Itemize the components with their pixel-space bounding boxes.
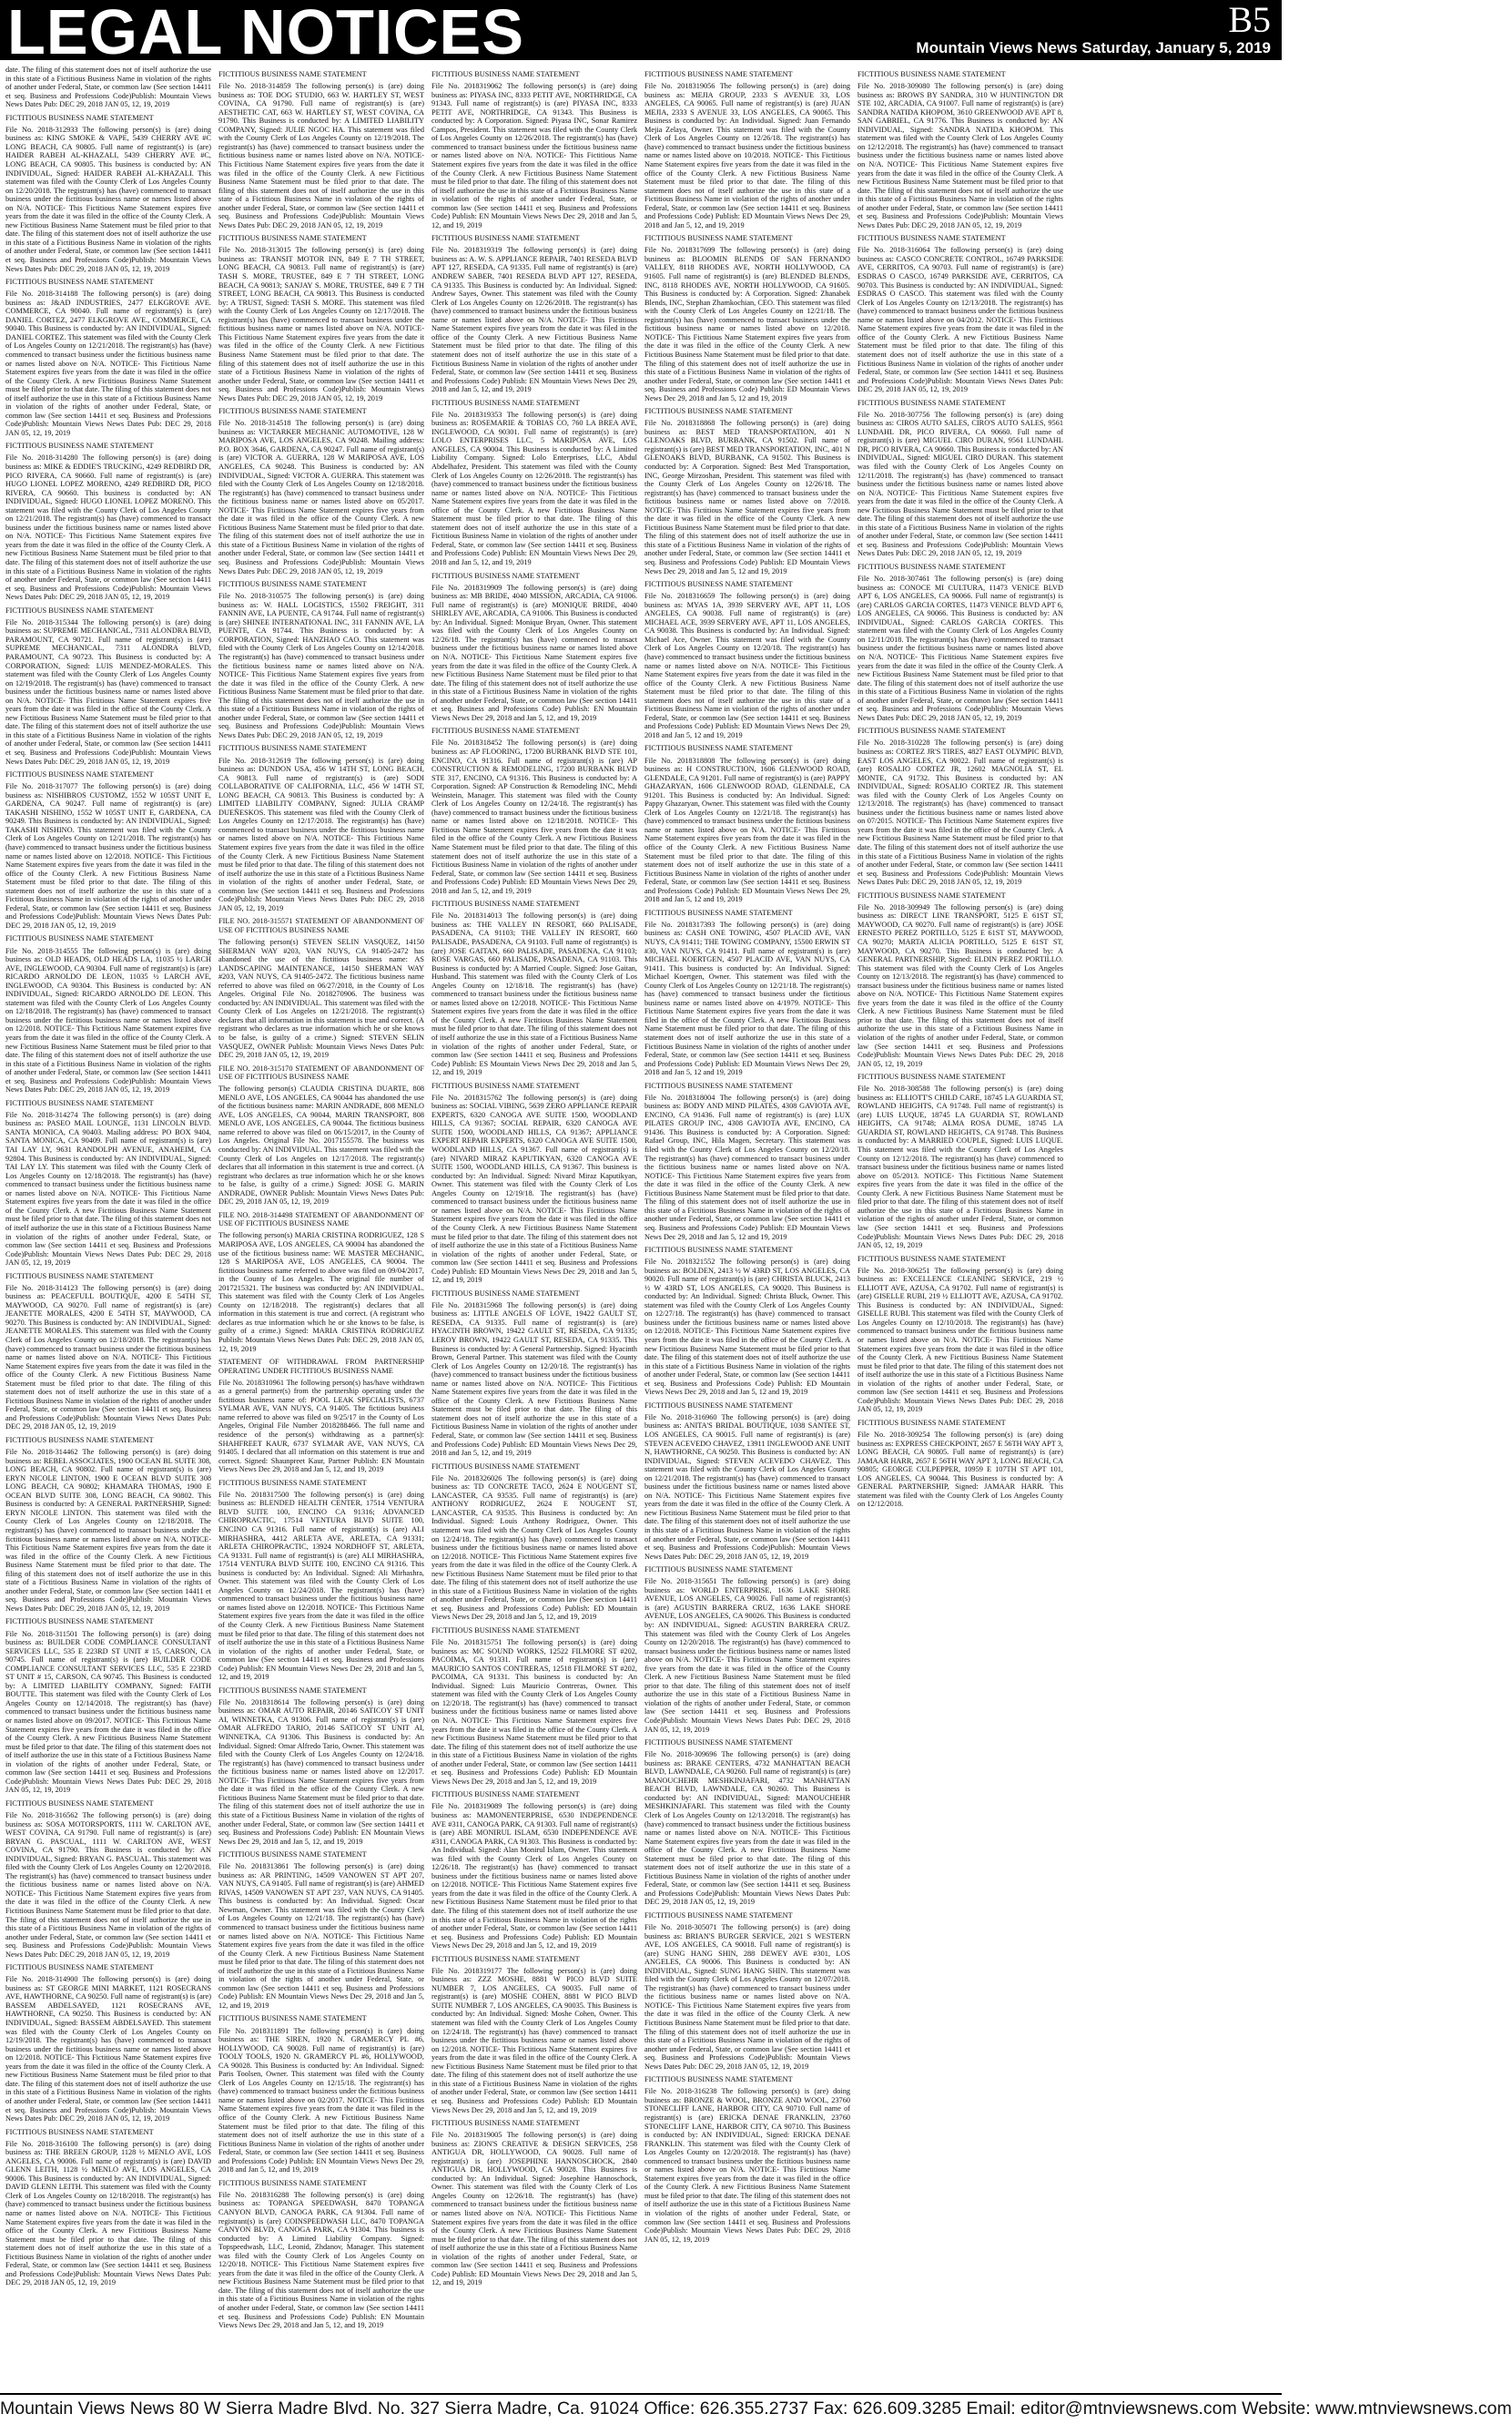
notice-heading: FICTITIOUS BUSINESS NAME STATEMENT: [857, 1254, 1006, 1263]
column-3: [431, 66, 637, 2380]
notice-heading: FICTITIOUS BUSINESS NAME STATEMENT: [5, 1098, 154, 1107]
notice-heading: FICTITIOUS BUSINESS NAME STATEMENT: [5, 1436, 154, 1445]
notice-body: File No. 2018-314859 The following person(s) is (are) doing business as: TOE DOG STUDIO, 663 W. HARTLEY ST, WEST COVINA, CA 91790. Full name of registrant(s) is (are) AESTHETIC CAT, 663 W. HARTLEY ST, WEST COVINA, CA 91790. This Business is conducted by: A LIMITED LIABILITY COMPANY, Signed: JULIE NGOC HA. This statement was filed with the County Clerk of Los Angeles County on 12/19/2018. The registrant(s) has (have) commenced to transact business under the fictitious business name or names listed above on N/A. NOTICE- This Fictitious Name Statement expires five years from the date it was filed in the office of the County Clerk. A new Fictitious Business Name Statement must be filed prior to that date. The filing of this statement does not of itself authorize the use in this state of a Fictitious Business Name in violation of the rights of another under Federal, State, or common law (See section 14411 et seq. Business and Professions Code)Publish: Mountain Views News Dates Pub: DEC 29, 2018 JAN 05, 12, 19, 2019: [218, 82, 424, 229]
notice-body: File No. 2018-316960 The following person(s) is (are) doing business as: ANITA'S BRIDAL BOUTIQUE, 1038 SANTEE ST, LOS ANGELES, CA 90015. Full name of registrant(s) is (are) STEVEN ACEVEDO CHAVEZ, 13911 INGLEWOOD ANE UNIT N, HAWTHORNE, CA 90250. This Business is conducted by: AN INDIVIDUAL, Signed: STEVEN ACEVEDO CHAVEZ. This statement was filed with the County Clerk of Los Angeles County on 12/21/2018. The registrant(s) has (have) commenced to transact business under the fictitious business name or names listed above on N/A. NOTICE- This Fictitious Name Statement expires five years from the date it was filed in the office of the County Clerk. A new Fictitious Business Name Statement must be filed prior to that date. The filing of this statement does not of itself authorize the use in this state of a Fictitious Business Name in violation of the rights of another under Federal, State, or common law (See section 14411 et seq. Business and Professions Code)Publish: Mountain Views News Dates Pub: DEC 29, 2018 JAN 05, 12, 19, 2019: [644, 1412, 850, 1561]
notice-heading: FICTITIOUS BUSINESS NAME STATEMENT: [5, 1798, 154, 1808]
notice-heading: FICTITIOUS BUSINESS NAME STATEMENT: [644, 580, 793, 589]
notice-heading: FICTITIOUS BUSINESS NAME STATEMENT: [5, 770, 154, 779]
notice-body: File No. 2018315762 The following person(s) is (are) doing business as: SOCIAL VIBING, 5639 ZERO APPLIANCE REPAIR EXPERTS, 6320 CANOGA AVE SUITE 1500, WOODLAND HILLS, CA 91367; SOCIAL REPAIR, 6320 CANOGA AVE SUITE 1500, WOODLAND HILLS, CA 91367; APPLIANCE EXPERT REPAIR EXPERTS, 6320 CANOGA AVE SUITE 1500, WOODLAND HILLS, CA 91367. Full name of registrant(s) is (are) NIVARD MIRAZ KAPUTIKYAN, 6320 CANOGA AVE SUITE 1500, WOODLAND HILLS, CA 91367. This business is conducted by: An Individual. Signed: Nivard Miraz Kaputikyan, Owner. This statement was filed with the County Clerk of Los Angeles County on 12/19/18. The registrant(s) has (have) commenced to transact business under the fictitious business name or names listed above on N/A. NOTICE- This Fictitious Name Statement expires five years from the date it was filed in the office of the County Clerk. A new Fictitious Business Name Statement must be filed prior to that date. The filing of this statement does not of itself authorize the use in this state of a Fictitious Business Name in violation of the rights of another under Federal, State, or common law (See section 14411 et seq. Business and Professions Code) Publish: ED Mountain Views News Dec 29, 2018 and Jan 5, 12, and 19, 2019: [431, 1093, 637, 1285]
notice-heading: STATEMENT OF WITHDRAWAL FROM PARTNERSHIP OPERATING UNDER FICTITIOUS BUSINESS NAME: [218, 1358, 424, 1375]
column-4: [644, 66, 850, 2380]
notice-body: File No. 2018319909 The following person(s) is (are) doing business as: MB BRIDE, 4040 MISSION, ARCADIA, CA 91006. Full name of registrant(s) is (are) MONIQUE BRIDE, 4040 SHIRLEY AVE, ARCADIA, CA 91006. This Business is conducted by: An Individual. Signed: Monique Bryan, Owner. This statement was filed with the County Clerk of Los Angeles County on 12/26/18. The registrant(s) has (have) commenced to transact business under the fictitious business name or names listed above on N/A. NOTICE- This Fictitious Name Statement expires five years from the date it was filed in the office of the County Clerk. A new Fictitious Business Name Statement must be filed prior to that date. The filing of this statement does not of itself authorize the use in this state of a Fictitious Business Name in violation of the rights of another under Federal, State, or common law (See section 14411 et seq. Business and Professions Code) Publish: EN Mountain Views News Dec 29, 2018 and Jan 5, 12, and 19, 2019: [431, 583, 637, 722]
notice-heading: FICTITIOUS BUSINESS NAME STATEMENT: [218, 70, 367, 78]
notice-body: File No. 2018317500 The following person(s) is (are) doing business as: BLENDED HEALTH CENTER, 17514 VENTURA BLVD SUITE 100, ENCINO CA 91316; ADVANCED CHIROPRACTIC, 17514 VENTURA BLVD SUITE 100, ENCINO CA 91316. Full name of registrant(s) is (are) ALI MIRHASHRA, 4412 ARLETA AVE, ARLETA, CA 91331; ARLETA CHIROPRACTIC, 13924 NORDHOFF ST, ARLETA, CA 91331. Full name of registrant(s) is (are) ALI MIRHASHRA, 17514 VENTURA BLVD SUITE 100, ENCINO CA 91316. This business is conducted by: An Individual. Signed: Ali Mirhashra, Owner. This statement was filed with the County Clerk of Los Angeles County on 12/24/2018. The registrant(s) has (have) commenced to transact business under the fictitious business name or names listed above on 12/2018. NOTICE- This Fictitious Name Statement expires five years from the date it was filed in the office of the County Clerk. A new Fictitious Business Name Statement must be filed prior to that date. The filing of this statement does not of itself authorize the use in this state of a Fictitious Business Name in violation of the rights of another under Federal, State, or common law (See section 14411 et seq. Business and Professions Code) Publish: EN Mountain Views News Dec 29, 2018 and Jan 5, 12, and 19, 2019: [218, 1490, 424, 1682]
notice-heading: FICTITIOUS BUSINESS NAME STATEMENT: [5, 934, 154, 943]
notice-body: File No. 2018316659 The following person(s) is (are) doing business as: MYAS 1A, 3939 SERVERY AVE, APT 11, LOS ANGELES, CA 90038. Full name of registrant(s) is (are) MICHAEL ACE, 3939 SERVERY AVE, APT 11, LOS ANGELES, CA 90038. This Business is conducted by: An Individual. Signed: Michael Ace, Owner. This statement was filed with the County Clerk of Los Angeles County on 12/20/18. The registrant(s) has (have) commenced to transact business under the fictitious business name or names listed above on N/A. NOTICE- This Fictitious Name Statement expires five years from the date it was filed in the office of the County Clerk. A new Fictitious Business Name Statement must be filed prior to that date. The filing of this statement does not of itself authorize the use in this state of a Fictitious Business Name in violation of the rights of another under Federal, State, or common law (See section 14411 et seq. Business and Professions Code) Publish: ED Mountain Views News Dec 29, 2018 and Jan 5, 12 and 19, 2019: [644, 592, 850, 739]
dateline: Mountain Views News Saturday, January 5, 2019: [916, 39, 1271, 56]
notice-body: File No. 2018313861 The following person(s) is (are) doing business as: AR PRINTING, 14509 VANOWEN ST APT 207, VAN NUYS, CA 91405. Full name of registrant(s) is (are) AHMED RIVAS, 14509 VANOWEN ST APT 237, VAN NUYS, CA 91405. This business is conducted by: An Individual. Signed: Oscar Newman, Owner. This statement was filed with the County Clerk of Los Angeles County on 12/21/18. The registrant(s) has (have) commenced to transact business under the fictitious business name or names listed above on N/A. NOTICE- This Fictitious Name Statement expires five years from the date it was filed in the office of the County Clerk. A new Fictitious Business Name Statement must be filed prior to that date. The filing of this statement does not of itself authorize the use in this state of a Fictitious Business Name in violation of the rights of another under Federal, State, or common law (See section 14411 et seq. Business and Professions Code) Publish: EN Mountain Views News Dec 29, 2018 and Jan 5, 12, and 19, 2019: [218, 1862, 424, 2010]
notice-heading: FICTITIOUS BUSINESS NAME STATEMENT: [5, 442, 154, 451]
notice-heading: FICTITIOUS BUSINESS NAME STATEMENT: [644, 744, 793, 753]
notice-body: File No. 2018-316238 The following person(s) is (are) doing business as: BRONZE & WOOL, BRONZE AND WOOL, 23760 STONECLIFF LANE, HARBOR CITY, CA 90710. Full name of registrant(s) is (are) ERICKA DENAE FRANKLIN, 23760 STONECLIFF LANE, HARBOR CITY, CA 90710. This Business is conducted by: AN INDIVIDUAL, Signed: ERICKA DENAE FRANKLIN. This statement was filed with the County Clerk of Los Angeles County on 12/20/2018. The registrant(s) has (have) commenced to transact business under the fictitious business name or names listed above on N/A. NOTICE- This Fictitious Name Statement expires five years from the date it was filed in the office of the County Clerk. A new Fictitious Business Name Statement must be filed prior to that date. The filing of this statement does not of itself authorize the use in this state of a Fictitious Business Name in violation of the rights of another under Federal, State, or common law (See section 14411 et seq. Business and Professions Code)Publish: Mountain Views News Dates Pub: DEC 29, 2018 JAN 05, 12, 19, 2019: [644, 2087, 850, 2244]
notice-heading: FICTITIOUS BUSINESS NAME STATEMENT: [218, 1478, 367, 1487]
notice-body: File No. 2018319177 The following person(s) is (are) doing business as: ZZZ MOSHE, 8881 W PICO BLVD SUITE NUMBER 7, LOS ANGELES, CA 90035. Full name of registrant(s) is (are) MOSHE COHEN, 8881 W PICO BLVD SUITE NUMBER 7, LOS ANGELES, CA 90035. This Business is conducted by: An Individual. Signed: Moshe Cohen, Owner. This statement was filed with the County Clerk of Los Angeles County on 12/24/18. The registrant(s) has (have) commenced to transact business under the fictitious business name or names listed above on 12/2018. NOTICE- This Fictitious Name Statement expires five years from the date it was filed in the office of the County Clerk. A new Fictitious Business Name Statement must be filed prior to that date. The filing of this statement does not of itself authorize the use in this state of a Fictitious Business Name in violation of the rights of another under Federal, State, or common law (See section 14411 et seq. Business and Professions Code) Publish: ED Mountain Views News Dec 29, 2018 and Jan 5, 12, and 19, 2019: [431, 1966, 637, 2114]
notice-body: File No. 2018-317077 The following person(s) is (are) doing business as: NISHIBROS CUSTOMZ, 1552 W 105ST UNIT E, GARDENA, CA 90247. Full name of registrant(s) is (are) TAKASHI NISHINO, 1552 W 105ST UNIT E, GARDENA, CA 90249. This Business is conducted by: AN INDIVIDUAL, Signed: TAKASHI NISHINO. This statement was filed with the County Clerk of Los Angeles County on 12/21/2018. The registrant(s) has (have) commenced to transact business under the fictitious business name or names listed above on 12/2018. NOTICE- This Fictitious Name Statement expires five years from the date it was filed in the office of the County Clerk. A new Fictitious Business Name Statement must be filed prior to that date. The filing of this statement does not of itself authorize the use in this state of a Fictitious Business Name in violation of the rights of another under Federal, State, or common law (See section 14411 et seq. Business and Professions Code)Publish: Mountain Views News Dates Pub: DEC 29, 2018 JAN 05, 12, 19, 2019: [5, 782, 211, 930]
notice-heading: FICTITIOUS BUSINESS NAME STATEMENT: [857, 398, 1006, 407]
notice-heading: FICTITIOUS BUSINESS NAME STATEMENT: [857, 1073, 1006, 1082]
notice-body: File No. 2018-316100 The following person(s) is (are) doing business as: THE BREEN GROUP, 1128 ½ MENLO AVE, LOS ANGELES, CA 90006. Full name of registrant(s) is (are) DAVID GLENN LEITH, 1128 ½ MENLO AVE, LOS ANGELES, CA 90006. This Business is conducted by: AN INDIVIDUAL, Signed: DAVID GLENN LEITH. This statement was filed with the County Clerk of Los Angeles County on 12/18/2018. The registrant(s) has (have) commenced to transact business under the fictitious business name or names listed above on N/A. NOTICE- This Fictitious Name Statement expires five years from the date it was filed in the office of the County Clerk. A new Fictitious Business Name Statement must be filed prior to that date. The filing of this statement does not of itself authorize the use in this state of a Fictitious Business Name in violation of the rights of another under Federal, State, or common law (See section 14411 et seq. Business and Professions Code)Publish: Mountain Views News Dates Pub: DEC 29, 2018 JAN 05, 12, 19, 2019: [5, 2139, 211, 2287]
notice-heading: FICTITIOUS BUSINESS NAME STATEMENT: [857, 891, 1006, 900]
notice-heading: FICTITIOUS BUSINESS NAME STATEMENT: [431, 1462, 580, 1471]
notice-heading: FICTITIOUS BUSINESS NAME STATEMENT: [857, 70, 1006, 78]
notice-heading: FICTITIOUS BUSINESS NAME STATEMENT: [431, 900, 580, 909]
notice-body: File No. 2018-314123 The following person(s) is (are) doing business as: PEACEFULL BOUTIQUE, 4200 E 54TH ST, MAYWOOD, CA 90270. Full name of registrant(s) is (are) JEANETTE MORALES, 4200 E 54TH ST, MAYWOOD, CA 90270. This Business is conducted by: AN INDIVIDUAL, Signed: JEANETTE MORALES. This statement was filed with the County Clerk of Los Angeles County on 12/18/2018. The registrant(s) has (have) commenced to transact business under the fictitious business name or names listed above on N/A. NOTICE- This Fictitious Name Statement expires five years from the date it was filed in the office of the County Clerk. A new Fictitious Business Name Statement must be filed prior to that date. The filing of this statement does not of itself authorize the use in this state of a Fictitious Business Name in violation of the rights of another under Federal, State, or common law (See section 14411 et seq. Business and Professions Code)Publish: Mountain Views News Dates Pub: DEC 29, 2018 JAN 05, 12, 19, 2019: [5, 1283, 211, 1431]
masthead: [0, 0, 1282, 67]
notice-body: File No. 2018317699 The following person(s) is (are) doing business as: BLOOMIN BLENDS OF SAN FERNANDO VALLEY, 8118 RHODES AVE, NORTH HOLLYWOOD, CA 91605. Full name of registrant(s) is (are) BLENDED BLENDS, INC, 8118 RHODES AVE, NORTH HOLLYWOOD, CA 91605. This Business is conducted by: A Corporation. Signed: Zhanabek Blends, INC, Stephan Zhamkochian, CEO. This statement was filed with the County Clerk of Los Angeles County on 12/21/18. The registrant(s) has (have) commenced to transact business under the fictitious business name or names listed above on 12/2018. NOTICE- This Fictitious Name Statement expires five years from the date it was filed in the office of the County Clerk. A new Fictitious Business Name Statement must be filed prior to that date. The filing of this statement does not of itself authorize the use in this state of a Fictitious Business Name in violation of the rights of another under Federal, State, or common law (See section 14411 et seq. Business and Professions Code) Publish: ED Mountain Views News Dec 29, 2018 and Jan 5, 12 and 19, 2019: [644, 246, 850, 402]
notice-heading: FICTITIOUS BUSINESS NAME STATEMENT: [218, 2178, 367, 2187]
notice-heading: FILE NO. 2018-315571 STATEMENT OF ABANDONMENT OF USE OF FICTITIOUS BUSINESS NAME: [218, 917, 424, 934]
notice-body: File No. 2018316288 The following person(s) is (are) doing business as: TOPANGA SPEEDWASH, 8470 TOPANGA CANYON BLVD, CANOGA PARK, CA 91304. Full name of registrant(s) is (are) COINSPEEDWASH LLC, 8470 TOPANGA CANYON BLVD, CANOGA PARK, CA 91304. This business is conducted by: A Limited Liability Company. Signed: Topspeedwash, LLC, Leonid, Zhdanov, Manager. This statement was filed with the County Clerk of Los Angeles County on 12/20/18. NOTICE- This Fictitious Name Statement expires five years from the date it was filed in the office of the County Clerk. A new Fictitious Business Name Statement must be filed prior to that date. The filing of this statement does not of itself authorize the use in this state of a Fictitious Business Name in violation of the rights of another under Federal, State, or common law (See section 14411 et seq. Business and Professions Code) Publish: EN Mountain Views News Dec 29, 2018 and Jan 5, 12, and 19, 2019: [218, 2190, 424, 2330]
column-2: [218, 66, 424, 2380]
notice-body: File No. 2018318452 The following person(s) is (are) doing business as: AP FLOORING, 17200 BURBANK BLVD STE 101, ENCINO, CA 91316. Full name of registrant(s) is (are) AP CONSTRUCTION & REMODELING, 17200 BURBANK BLVD STE 317, ENCINO, CA 91316. This Business is conducted by: A Corporation. Signed: AP Construction & Remodeling INC, Mehdi Weinstein, Manager. This statement was filed with the County Clerk of Los Angeles County on 12/24/18. The registrant(s) has (have) commenced to transact business under the fictitious business name or names listed above on 12/18/2018. NOTICE- This Fictitious Name Statement expires five years from the date it was filed in the office of the County Clerk. A new Fictitious Business Name Statement must be filed prior to that date. The filing of this statement does not of itself authorize the use in this state of a Fictitious Business Name in violation of the rights of another under Federal, State, or common law (See section 14411 et seq. Business and Professions Code) Publish: ED Mountain Views News Dec 29, 2018 and Jan 5, 12, and 19, 2019: [431, 738, 637, 895]
notice-body: File No. 2018-309696 The following person(s) is (are) doing business as: BRAKE CENTERS, 4732 MANHATTAN BEACH BLVD, LAWNDALE, CA 90260. Full name of registrant(s) is (are) MANOUCHEHR MESHKINJAFARI, 4732 MANHATTAN BEACH BLVD, LAWNDALE, CA 90260. This Business is conducted by: AN INDIVIDUAL, Signed: MANOUCHEHR MESHKINJAFARI. This statement was filed with the County Clerk of Los Angeles County on 12/13/2018. The registrant(s) has (have) commenced to transact business under the fictitious business name or names listed above on N/A. NOTICE- This Fictitious Name Statement expires five years from the date it was filed in the office of the County Clerk. A new Fictitious Business Name Statement must be filed prior to that date. The filing of this statement does not of itself authorize the use in this state of a Fictitious Business Name in violation of the rights of another under Federal, State, or common law (See section 14411 et seq. Business and Professions Code)Publish: Mountain Views News Dates Pub: DEC 29, 2018 JAN 05, 12, 19, 2019: [644, 1750, 850, 1907]
notice-body: File No. 2018-314274 The following person(s) is (are) doing business as: PASEO MAIL LOUNGE, 1131 LINCOLN BLVD. SANTA MONICA, CA 90403. Mailing address: PO BOX 9404, SANTA MONICA, CA 90409. Full name of registrant(s) is (are) TAI LAY LY, 9631 RANDOLPH AVENUE, ANAHEIM, CA 92804. This Business is conducted by: AN INDIVIDUAL, Signed: TAI LAY LY. This statement was filed with the County Clerk of Los Angeles County on 12/18/2018. The registrant(s) has (have) commenced to transact business under the fictitious business name or names listed above on N/A. NOTICE- This Fictitious Name Statement expires five years from the date it was filed in the office of the County Clerk. A new Fictitious Business Name Statement must be filed prior to that date. The filing of this statement does not of itself authorize the use in this state of a Fictitious Business Name in violation of the rights of another under Federal, State, or common law (See section 14411 et seq. Business and Professions Code)Publish: Mountain Views News Dates Pub: DEC 29, 2018 JAN 05, 12, 19, 2019: [5, 1110, 211, 1268]
notice-heading: FICTITIOUS BUSINESS NAME STATEMENT: [5, 1617, 154, 1626]
notice-body: File No. 2018318004 The following person(s) is (are) doing business as: BODY AND MIND PILATES, 4308 GAVIOTA AVE, ENCINO, CA 91436. Full name of registrant(s) is (are) LUX PILATES GROUP INC, 4308 GAVIOTA AVE, ENCINO, CA 91436. This Business is conducted by: A Corporation. Signed: Rafael Group, INC, Hila Magen, Secretary. This statement was filed with the County Clerk of Los Angeles County on 12/20/18. The registrant(s) has (have) commenced to transact business under the fictitious business name or names listed above on N/A. NOTICE- This Fictitious Name Statement expires five years from the date it was filed in the office of the County Clerk. A new Fictitious Business Name Statement must be filed prior to that date. The filing of this statement does not of itself authorize the use in this state of a Fictitious Business Name in violation of the rights of another under Federal, State, or common law (See section 14411 et seq. Business and Professions Code) Publish: ED Mountain Views News Dec 29, 2018 and Jan 5, 12 and 19, 2019: [644, 1093, 850, 1241]
notice-heading: FICTITIOUS BUSINESS NAME STATEMENT: [431, 2119, 580, 2128]
notice-body: File No. 2018326026 The following person(s) is (are) doing business as: TD CONCRETE TACO, 2624 E NOUGENT ST, LANCASTER, CA 93535. Full name of registrant(s) is (are) ANTHONY RODRIGUEZ, 2624 E NOUGENT ST, LANCASTER, CA 93535. This Business is conducted by: An Individual. Signed: Louis Anthony Rodriguez, Owner. This statement was filed with the County Clerk of Los Angeles County on 12/24/18. The registrant(s) has (have) commenced to transact business under the fictitious business name or names listed above on 12/2018. NOTICE- This Fictitious Name Statement expires five years from the date it was filed in the office of the County Clerk. A new Fictitious Business Name Statement must be filed prior to that date. The filing of this statement does not of itself authorize the use in this state of a Fictitious Business Name in violation of the rights of another under Federal, State, or common law (See section 14411 et seq. Business and Professions Code) Publish: ED Mountain Views News Dec 29, 2018 and Jan 5, 12, and 19, 2019: [431, 1473, 637, 1622]
notice-body: File No. 2018311891 The following person(s) is (are) doing business as: THE SIREN, 1920 N. GRAMERCY PL #6, HOLLYWOOD, CA 90028. Full name of registrant(s) is (are) TOOLY TOOLS, 1920 N. GRAMERCY PL #6, HOLLYWOOD, CA 90028. This Business is conducted by: An Individual. Signed: Paris Toolsen, Owner. This statement was filed with the County Clerk of Los Angeles County on 12/15/18. The registrant(s) has (have) commenced to transact business under the fictitious business name or names listed above on 02/2017. NOTICE- This Fictitious Name Statement expires five years from the date it was filed in the office of the County Clerk. A new Fictitious Business Name Statement must be filed prior to that date. The filing of this statement does not of itself authorize the use in this state of a Fictitious Business Name in violation of the rights of another under Federal, State, or common law (See section 14411 et seq. Business and Professions Code) Publish: EN Mountain Views News Dec 29, 2018 and Jan 5, 12, and 19, 2019: [218, 2026, 424, 2174]
notice-heading: FICTITIOUS BUSINESS NAME STATEMENT: [431, 1081, 580, 1090]
notice-heading: FILE NO. 2018-314498 STATEMENT OF ABANDONMENT OF USE OF FICTITIOUS BUSINESS NAME: [218, 1210, 424, 1228]
notice-heading: FICTITIOUS BUSINESS NAME STATEMENT: [431, 1626, 580, 1635]
notice-heading: FICTITIOUS BUSINESS NAME STATEMENT: [644, 2075, 793, 2084]
notice-body: File No. 2018-312933 The following person(s) is (are) doing business as: KING SMOKE & VAPE, 5439 CHERRY AVE #C LONG BEACH, CA 90805. Full name of registrant(s) is (are) HAIDER RABEH AL-KHAZALI, 5439 CHERRY AVE #C, LONG BEACH, CA 90805. This business is conducted by: AN INDIVIDUAL, Signed: HAIDER RABEH AL-KHAZALI. This statement was filed with the County Clerk of Los Angeles County on 12/20/2018. The registrant(s) has (have) commenced to transact business under the fictitious business name or names listed above on N/A. NOTICE- This Fictitious Name Statement expires five years from the date it was filed in the office of the County Clerk. A new Fictitious Business Name Statement must be filed prior to that date. The filing of this statement does not of itself authorize the use in this state of a Fictitious Business Name in violation of the rights of another under Federal, State, or common law (See section 14411 et seq. Business and Professions Code)Publish: Mountain Views News Dates Pub: DEC 29, 2018 JAN 05, 12, 19, 2019: [5, 125, 211, 273]
page-footer: Mountain Views News 80 W Sierra Madre Blvd. No. 327 Sierra Madre, Ca. 91024 Office: 626.355.2737 Fax: 626.609.3285 Email: editor@mtnviewsnews.com Website: www.mtnviewsnews.com: [0, 2393, 1282, 2424]
notice-heading: FICTITIOUS BUSINESS NAME STATEMENT: [431, 1954, 580, 1963]
notice-heading: FICTITIOUS BUSINESS NAME STATEMENT: [218, 407, 367, 416]
notice-heading: FICTITIOUS BUSINESS NAME STATEMENT: [218, 1850, 367, 1859]
notice-body: File No. 2018-314518 The following person(s) is (are) doing business as: VICTARKER MECHANIC AUTOMOTIVE, 128 W MARIPOSA AVE, LOS ANGELES, CA 90248. Mailing address: P.O. BOX 3646, GARDENA, CA 90247. Full name of registrant(s) is (are) VICTOR A. GUERRA, 128 W MARIPOSA AVE, LOS ANGELES, CA 90248. This Business is conducted by: AN INDIVIDUAL, Signed: VICTOR A. GUERRA. This statement was filed with the County Clerk of Los Angeles County on 12/18/2018. The registrant(s) has (have) commenced to transact business under the fictitious business name or names listed above on 05/2017. NOTICE- This Fictitious Name Statement expires five years from the date it was filed in the office of the County Clerk. A new Fictitious Business Name Statement must be filed prior to that date. The filing of this statement does not of itself authorize the use in this state of a Fictitious Business Name in violation of the rights of another under Federal, State, or common law (See section 14411 et seq. Business and Professions Code)Publish: Mountain Views News Dates Pub: DEC 29, 2018 JAN 05, 12, 19, 2019: [218, 419, 424, 575]
notice-heading: FICTITIOUS BUSINESS NAME STATEMENT: [431, 1790, 580, 1799]
notice-heading: FICTITIOUS BUSINESS NAME STATEMENT: [218, 1686, 367, 1695]
notice-heading: FICTITIOUS BUSINESS NAME STATEMENT: [431, 571, 580, 580]
page-number: B5: [1228, 0, 1271, 40]
notice-heading: FICTITIOUS BUSINESS NAME STATEMENT: [5, 606, 154, 615]
notice-body: File No. 2018-309949 The following person(s) is (are) doing business as: DIRECT LINE TRANSPORT, 5125 E 61ST ST, MAYWOOD, CA 90270. Full name of registrant(s) is (are) JOSE ERNESTO PEREZ PORTILLO, 5125 E 61ST ST, MAYWOOD, CA 90270; MARTA ALICIA PORTILLO, 5125 E 61ST ST, MAYWOOD, CA 90270. This Business is conducted by: A GENERAL PARTNERSHIP, Signed: ELDIN PEREZ PORTILLO. This statement was filed with the County Clerk of Los Angeles County on 12/13/2018. The registrant(s) has (have) commenced to transact business under the fictitious business name or names listed above on N/A. NOTICE- This Fictitious Name Statement expires five years from the date it was filed in the office of the County Clerk. A new Fictitious Business Name Statement must be filed prior to that date. The filing of this statement does not of itself authorize the use in this state of a Fictitious Business Name in violation of the rights of another under Federal, State, or common law (See section 14411 et seq. Business and Professions Code)Publish: Mountain Views News Dates Pub: DEC 29, 2018 JAN 05, 12, 19, 2019: [857, 902, 1063, 1068]
column-6: [1071, 66, 1276, 2380]
notice-body: The following person(s) MARIA CRISTINA RODRIGUEZ, 128 S MARIPOSA AVE, LOS ANGELES, CA 90004 has abandoned the use of the fictitious business name: WE MASTER MECHANIC, 128 S MARIPOSA AVE, LOS ANGELES, CA 90004. The fictitious business name referred to above was filed on 09/04/2017, in the County of Los Angeles. The original file number of 2017215321. The business was conducted by: AN INDIVIDUAL. This statement was filed with the County Clerk of Los Angeles County on 12/18/2018. The registrant(s) declares that all information in this statement is true and correct. (A registrant who declares as true information which he or she knows to be false, is guilty of a crime.) Signed: MARIA CRISTINA RODRIGUEZ Publish: Mountain Views News Dates Pub: DEC 29, 2018 JAN 05, 12, 19, 2019: [218, 1231, 424, 1353]
notice-heading: FICTITIOUS BUSINESS NAME STATEMENT: [5, 2127, 154, 2136]
notice-heading: FICTITIOUS BUSINESS NAME STATEMENT: [218, 2014, 367, 2023]
notice-heading: FICTITIOUS BUSINESS NAME STATEMENT: [218, 744, 367, 753]
notice-body: File No. 2018-305071 The following person(s) is (are) doing business as: BRIAN'S BURGER SERVICE, 2021 S WESTERN AVE, LOS ANGELES, CA 90018. Full name of registrant(s) is (are) SUNG HANG SHIN, 288 DEWEY AVE #301, LOS ANGELES, CA 90006. This Business is conducted by: AN INDIVIDUAL, Signed: SUNG HANG SHIN. This statement was filed with the County Clerk of Los Angeles County on 12/07/2018. The registrant(s) has (have) commenced to transact business under the fictitious business name or names listed above on N/A. NOTICE- This Fictitious Name Statement expires five years from the date it was filed in the office of the County Clerk. A new Fictitious Business Name Statement must be filed prior to that date. The filing of this statement does not of itself authorize the use in this state of a Fictitious Business Name in violation of the rights of another under Federal, State, or common law (See section 14411 et seq. Business and Professions Code)Publish: Mountain Views News Dates Pub: DEC 29, 2018 JAN 05, 12, 19, 2019: [644, 1923, 850, 2071]
notice-body: File No. 2018317393 The following person(s) is (are) doing business as: CASH ONE TOWING, 4507 PLACID AVE, VAN NUYS, CA 91411; THE TOWING COMPANY, 15500 ERWIN ST #30, VAN NUYS, CA 91411. Full name of registrant(s) is (are) MICHAEL KOERTGEN, 4507 PLACID AVE, VAN NUYS, CA 91411. This business is conducted by: An Individual. Signed: Michael Koertgen, Owner. This statement was filed with the County Clerk of Los Angeles County on 12/21/18. The registrant(s) has (have) commenced to transact business under the fictitious business name or names listed above on 4/1979. NOTICE- This Fictitious Name Statement expires five years from the date it was filed in the office of the County Clerk. A new Fictitious Business Name Statement must be filed prior to that date. The filing of this statement does not of itself authorize the use in this state of a Fictitious Business Name in violation of the rights of another under Federal, State, or common law (See section 14411 et seq. Business and Professions Code) Publish: ED Mountain Views News Dec 29, 2018 and Jan 5, 12 and 19, 2019: [644, 920, 850, 1077]
notice-heading: FICTITIOUS BUSINESS NAME STATEMENT: [218, 580, 367, 589]
notice-heading: FICTITIOUS BUSINESS NAME STATEMENT: [5, 113, 154, 122]
notice-body: File No. 2018-309080 The following person(s) is (are) doing business as: BROWS BY SANDRA, 310 W HUNTINGTON DR STE 102, ARCADIA, CA 91007. Full name of registrant(s) is (are) SANDRA NATIDA KHOPOM, 3610 GREENWOOD AVE APT 8, SAN GABRIEL, CA 91776. This Business is conducted by: AN INDIVIDUAL, Signed: SANDRA NATIDA KHOPOM. This statement was filed with the County Clerk of Los Angeles County on 12/12/2018. The registrant(s) has (have) commenced to transact business under the fictitious business name or names listed above on N/A. NOTICE- This Fictitious Name Statement expires five years from the date it was filed in the office of the County Clerk. A new Fictitious Business Name Statement must be filed prior to that date. The filing of this statement does not of itself authorize the use in this state of a Fictitious Business Name in violation of the rights of another under Federal, State, or common law (See section 14411 et seq. Business and Professions Code)Publish: Mountain Views News Dates Pub: DEC 29, 2018 JAN 05, 12, 19, 2019: [857, 82, 1063, 229]
notice-heading: FICTITIOUS BUSINESS NAME STATEMENT: [857, 1418, 1006, 1427]
notice-body: File No. 2018319319 The following person(s) is (are) doing business as: A. W. S. APPLIANCE REPAIR, 7401 RESEDA BLVD APT 127, RESEDA, CA 91335. Full name of registrant(s) is (are) ANDREW SABER, 7401 RESEDA BLVD APT 127, RESEDA, CA 91335. This Business is conducted by: An Individual. Signed: Andrew Sayes, Owner. This statement was filed with the County Clerk of Los Angeles County on 12/26/2018. The registrant(s) has (have) commenced to transact business under the fictitious business name or names listed above on N/A. NOTICE- This Fictitious Name Statement expires five years from the date it was filed in the office of the County Clerk. A new Fictitious Business Name Statement must be filed prior to that date. The filing of this statement does not of itself authorize the use in this state of a Fictitious Business Name in violation of the rights of another under Federal, State, or common law (See section 14411 et seq. Business and Professions Code) Publish: EN Mountain Views News Dec 29, 2018 and Jan 5, 12, and 19, 2019: [431, 246, 637, 394]
notice-body: File No. 2018318808 The following person(s) is (are) doing business as: H CONSTRUCTION, 1606 GLENWOOD ROAD, GLENDALE, CA 91201. Full name of registrant(s) is (are) PAPPY GHAZARYAN, 1606 GLENWOOD ROAD, GLENDALE, CA 91201. This Business is conducted by: An Individual. Signed: Pappy Ghazaryan, Owner. This statement was filed with the County Clerk of Los Angeles County on 12/21/18. The registrant(s) has (have) commenced to transact business under the fictitious business name or names listed above on N/A. NOTICE- This Fictitious Name Statement expires five years from the date it was filed in the office of the County Clerk. A new Fictitious Business Name Statement must be filed prior to that date. The filing of this statement does not of itself authorize the use in this state of a Fictitious Business Name in violation of the rights of another under Federal, State, or common law (See section 14411 et seq. Business and Professions Code) Publish: ED Mountain Views News Dec 29, 2018 and Jan 5, 12 and 19, 2019: [644, 756, 850, 904]
notice-heading: FICTITIOUS BUSINESS NAME STATEMENT: [644, 1910, 793, 1920]
notice-heading: FICTITIOUS BUSINESS NAME STATEMENT: [857, 727, 1006, 736]
notice-body: File No. 2018-314462 The following person(s) is (are) doing business as: REBEL ASSOCIATES, 1900 OCEAN BL SUITE 308, LONG BEACH, CA 90802. Full name of registrant(s) is (are) ERYN NICOLE LINTON, 1900 E OCEAN BLVD SUITE 308 LONG BEACH, CA 90802; KHAMARA THOMAS, 1900 E OCEAN BLVD SUITE 308, LONG BEACH, CA 90802. This Business is conducted by: A GENERAL PARTNERSHIP, Signed: ERYN NICOLE LINTON. This statement was filed with the County Clerk of Los Angeles County on 12/18/2018. The registrant(s) has (have) commenced to transact business under the fictitious business name or names listed above on N/A. NOTICE- This Fictitious Name Statement expires five years from the date it was filed in the office of the County Clerk. A new Fictitious Business Name Statement must be filed prior to that date. The filing of this statement does not of itself authorize the use in this state of a Fictitious Business Name in violation of the rights of another under Federal, State, or common law (See section 14411 et seq. Business and Professions Code)Publish: Mountain Views News Dates Pub: DEC 29, 2018 JAN 05, 12, 19, 2019: [5, 1448, 211, 1613]
notice-heading: FICTITIOUS BUSINESS NAME STATEMENT: [644, 1081, 793, 1090]
notice-heading: FICTITIOUS BUSINESS NAME STATEMENT: [431, 1288, 580, 1298]
notice-body: File No. 2018-311501 The following person(s) is (are) doing business as: BUILDER CODE COMPLIANCE CONSULTANT SERVICES LLC, 535 E 223RD ST UNIT # 15, CARSON, CA 90745. Full name of registrant(s) is (are) BUILDER CODE COMPLIANCE CONSULTANT SERVICES LLC, 535 E 223RD ST UNIT # 15, CARSON, CA 90745. This Business is conducted by: A LIMITED LIABILITY COMPANY, Signed: FAITH BOUTTE. This statement was filed with the County Clerk of Los Angeles County on 12/14/2018. The registrant(s) has (have) commenced to transact business under the fictitious business name or names listed above on 09/2017. NOTICE- This Fictitious Name Statement expires five years from the date it was filed in the office of the County Clerk. A new Fictitious Business Name Statement must be filed prior to that date. The filing of this statement does not of itself authorize the use in this state of a Fictitious Business Name in violation of the rights of another under Federal, State, or common law (See section 14411 et seq. Business and Professions Code)Publish: Mountain Views News Dates Pub: DEC 29, 2018 JAN 05, 12, 19, 2019: [5, 1629, 211, 1795]
notice-body: File No. 2018319056 The following person(s) is (are) doing business as: MEJIA GROUP, 2333 S AVENUE 33, LOS ANGELES, CA 90065. Full name of registrant(s) is (are) JUAN MEJIA, 2333 S AVENUE 33, LOS ANGELES, CA 90065. This Business is conducted by: An Individual. Signed: Juan Fernando Mejia Zelaya, Owner. This statement was filed with the County Clerk of Los Angeles County on 12/26/18. The registrant(s) has (have) commenced to transact business under the fictitious business name or names listed above on 10/2018. NOTICE- This Fictitious Name Statement expires five years from the date it was filed in the office of the County Clerk. A new Fictitious Business Name Statement must be filed prior to that date. The filing of this statement does not of itself authorize the use in this state of a Fictitious Business Name in violation of the rights of another under Federal, State, or common law (See section 14411 et seq. Business and Professions Code) Publish: ED Mountain Views News Dec 29, 2018 and Jan 5, 12, and 19, 2019: [644, 82, 850, 229]
notice-body: File No. 2018-314555 The following person(s) is (are) doing business as: OLD HEADS, OLD HEADS LA, 11035 ½ LARCH AVE, INGLEWOOD, CA 90304. Full name of registrant(s) is (are) RICARDO ARNOLDO DE LEON, 11035 ½ LARCH AVE, INGLEWOOD, CA 90304. This Business is conducted by: AN INDIVIDUAL, Signed: RICARDO ARNOLDO DE LEON. This statement was filed with the County Clerk of Los Angeles County on 12/18/2018. The registrant(s) has (have) commenced to transact business under the fictitious business name or names listed above on 12/2018. NOTICE- This Fictitious Name Statement expires five years from the date it was filed in the office of the County Clerk. A new Fictitious Business Name Statement must be filed prior to that date. The filing of this statement does not of itself authorize the use in this state of a Fictitious Business Name in violation of the rights of another under Federal, State, or common law (See section 14411 et seq. Business and Professions Code)Publish: Mountain Views News Dates Pub: DEC 29, 2018 JAN 05, 12, 19, 2019: [5, 946, 211, 1095]
notice-body: File No. 2018319062 The following person(s) is (are) doing business as: PIYASA INC, 8333 PETIT AVE, NORTHRIDGE, CA 91343. Full name of registrant(s) is (are) PIYASA INC, 8333 PETIT AVE, NORTHRIDGE, CA 91343. This Business is conducted by: A Corporation. Signed: Piyasa INC, Sonar Ramirez Campos, President. This statement was filed with the County Clerk of Los Angeles County on 12/26/2018. The registrant(s) has (have) commenced to transact business under the fictitious business name or names listed above on N/A. NOTICE- This Fictitious Name Statement expires five years from the date it was filed in the office of the County Clerk. A new Fictitious Business Name Statement must be filed prior to that date. The filing of this statement does not of itself authorize the use in this state of a Fictitious Business Name in violation of the rights of another under Federal, State, or common law (See section 14411 et seq. Business and Professions Code) Publish: EN Mountain Views News Dec 29, 2018 and Jan 5, 12, and 19, 2019: [431, 82, 637, 229]
notice-body: File No. 2018-315651 The following person(s) is (are) doing business as: WORLD ENTERPRISE, 1636 LAKE SHORE AVENUE, LOS ANGELES, CA 90026. Full name of registrant(s) is (are) AGUSTIN BARRERA CRUZ, 1636 LAKE SHORE AVENUE, LOS ANGELES, CA 90026. This Business is conducted by: AN INDIVIDUAL, Signed: AGUSTIN BARRERA CRUZ. This statement was filed with the County Clerk of Los Angeles County on 12/20/2018. The registrant(s) has (have) commenced to transact business under the fictitious business name or names listed above on N/A. NOTICE- This Fictitious Name Statement expires five years from the date it was filed in the office of the County Clerk. A new Fictitious Business Name Statement must be filed prior to that date. The filing of this statement does not of itself authorize the use in this state of a Fictitious Business Name in violation of the rights of another under Federal, State, or common law (See section 14411 et seq. Business and Professions Code)Publish: Mountain Views News Dates Pub: DEC 29, 2018 JAN 05, 12, 19, 2019: [644, 1577, 850, 1734]
notice-body: File No. 2018-309254 The following person(s) is (are) doing business as: EXPRESS CHECKPOINT, 2657 E 56TH WAY APT 3, LONG BEACH, CA 90805. Full name of registrant(s) is (are) JAMAAR HARR, 2657 E 56TH WAY APT 3, LONG BEACH, CA 90805; GEORGE CULPEPPER, 10959 E 107TH ST APT 101, LOS ANGELES, CA 90044. This Business is conducted by: A GENERAL PARTNERSHIP, Signed: JAMAAR HARR. This statement was filed with the County Clerk of Los Angeles County on 12/12/2018.: [857, 1430, 1063, 1509]
notice-body: File No. 2018319089 The following person(s) is (are) doing business as: MAMONENTERPRISE, 6530 INDEPENDENCE AVE #311, CANOGA PARK, CA 91303. Full name of registrant(s) is (are) ABE MONIRUL ISLAM, 6530 INDEPENDENCE AVE #311, CANOGA PARK, CA 91303. This Business is conducted by: An Individual. Signed: Alan Monirul Islam, Owner. This statement was filed with the County Clerk of Los Angeles County on 12/26/18. The registrant(s) has (have) commenced to transact business under the fictitious business name or names listed above on 12/2018. NOTICE- This Fictitious Name Statement expires five years from the date it was filed in the office of the County Clerk. A new Fictitious Business Name Statement must be filed prior to that date. The filing of this statement does not of itself authorize the use in this state of a Fictitious Business Name in violation of the rights of another under Federal, State, or common law (See section 14411 et seq. Business and Professions Code) Publish: ED Mountain Views News Dec 29, 2018 and Jan 5, 12, and 19, 2019: [431, 1802, 637, 1950]
notice-heading: FICTITIOUS BUSINESS NAME STATEMENT: [644, 70, 793, 78]
notice-heading: FICTITIOUS BUSINESS NAME STATEMENT: [644, 234, 793, 243]
notice-body: The following person(s) CLAUDIA CRISTINA DUARTE, 808 MENLO AVE, LOS ANGELES, CA 90044 has abandoned the use of the fictitious business name: MARIN ANDRADE, 808 MENLO AVE, LOS ANGELES, CA 90044, MARIN TRANSPORT, 808 MENLO AVE, LOS ANGELES, CA 90044. The fictitious business name referred to above was filed on 06/15/2017, in the County of Los Angeles. Original File No. 2017155578. The business was conducted by: AN INDIVIDUAL. This statement was filed with the County Clerk of Los Angeles on 12/17/2018. The registrant(s) declares that all information in this statement is true and correct. (A registrant who declares as true information which he or she knows to be false, is guilty of a crime.) Signed: JOSE G. MARIN ANDRADE, OWNER Publish: Mountain Views News Dates Pub: DEC 29, 2018 JAN 05, 12, 19, 2019: [218, 1085, 424, 1207]
column-5: [857, 66, 1063, 2380]
notice-body: File No. 2018-314900 The following person(s) is (are) doing business as: ST GEORGE MINI MARKET, 1121 ROSECRANS AVE, HAWTHORNE, CA 90250. Full name of registrant(s) is (are) BASSEM ABDELSAYED, 1121 ROSECRANS AVE, HAWTHORNE, CA 90250. This Business is conducted by: AN INDIVIDUAL, Signed: BASSEM ABDELSAYED. This statement was filed with the County Clerk of Los Angeles County on 12/19/2018. The registrant(s) has (have) commenced to transact business under the fictitious business name or names listed above on 12/2018. NOTICE- This Fictitious Name Statement expires five years from the date it was filed in the office of the County Clerk. A new Fictitious Business Name Statement must be filed prior to that date. The filing of this statement does not of itself authorize the use in this state of a Fictitious Business Name in violation of the rights of another under Federal, State, or common law (See section 14411 et seq. Business and Professions Code)Publish: Mountain Views News Dates Pub: DEC 29, 2018 JAN 05, 12, 19, 2019: [5, 1975, 211, 2124]
notice-body: File No. 2018319353 The following person(s) is (are) doing business as: ROSEMARIE & TOBIAS CO, 760 LA BREA AVE, INGLEWOOD, CA 90301. Full name of registrant(s) is (are) LOLO ENTERPRISES LLC, 5 MARIPOSA AVE, LOS ANGELES, CA 90004. This Business is conducted by: A Limited Liability Company. Signed: Lolo Enterprises, LLC, Abdul Abdelhafez, President. This statement was filed with the County Clerk of Los Angeles County on 12/26/2018. The registrant(s) has (have) commenced to transact business under the fictitious business name or names listed above on N/A. NOTICE- This Fictitious Name Statement expires five years from the date it was filed in the office of the County Clerk. A new Fictitious Business Name Statement must be filed prior to that date. The filing of this statement does not of itself authorize the use in this state of a Fictitious Business Name in violation of the rights of another under Federal, State, or common law (See section 14411 et seq. Business and Professions Code) Publish: EN Mountain Views News Dec 29, 2018 and Jan 5, 12, and 19, 2019: [431, 410, 637, 567]
notice-heading: FICTITIOUS BUSINESS NAME STATEMENT: [5, 1271, 154, 1280]
notice-heading: FICTITIOUS BUSINESS NAME STATEMENT: [431, 727, 580, 736]
notice-body: date. The filing of this statement does not of itself authorize the use in this state of a Fictitious Business Name in violation of the rights of another under Federal, State, or common law (See section 14411 et seq. Business and Professions Code)Publish: Mountain Views News Dates Pub: DEC 29, 2018 JAN 05, 12, 19, 2019: [5, 66, 211, 109]
notice-body: File No. 2018318868 The following person(s) is (are) doing business as: BEST MED TRANSPORTATION, 401 N GLENOAKS BLVD, BURBANK, CA 91502. Full name of registrant(s) is (are) BEST MED TRANSPORTATION, INC, 401 N GLENOAKS BLVD, BURBANK, CA 91502. This Business is conducted by: A Corporation. Signed: Best Med Transportation, INC, George Mirzoshan, President. This statement was filed with the County Clerk of Los Angeles County on 12/26/18. The registrant(s) has (have) commenced to transact business under the fictitious business name or names listed above on 7/2018. NOTICE- This Fictitious Name Statement expires five years from the date it was filed in the office of the County Clerk. A new Fictitious Business Name Statement must be filed prior to that date. The filing of this statement does not of itself authorize the use in this state of a Fictitious Business Name in violation of the rights of another under Federal, State, or common law (See section 14411 et seq. Business and Professions Code) Publish: ED Mountain Views News Dec 29, 2018 and Jan 5, 12 and 19, 2019: [644, 419, 850, 575]
notice-body: File No. 2018314013 The following person(s) is (are) doing business as: THE VALLEY IN RESORT, 660 PALISADE, PASADENA, CA 91103; THE VALLEY IN RESORT, 660 PALISADE, PASADENA, CA 91103. Full name of registrant(s) is (are) JOSE GAITAN, 660 PALISADE, PASADENA, CA 91103; ROSE VARGAS, 660 PALISADE, PASADENA, CA 91103. This Business is conducted by: A Married Couple. Signed: Jose Gaitan, Husband. This statement was filed with the County Clerk of Los Angeles County on 12/18/18. The registrant(s) has (have) commenced to transact business under the fictitious business name or names listed above on 12/2018. NOTICE- This Fictitious Name Statement expires five years from the date it was filed in the office of the County Clerk. A new Fictitious Business Name Statement must be filed prior to that date. The filing of this statement does not of itself authorize the use in this state of a Fictitious Business Name in violation of the rights of another under Federal, State, or common law (See section 14411 et seq. Business and Professions Code) Publish: ES Mountain Views News Dec 29, 2018 and Jan 5, 12, and 19, 2019: [431, 912, 637, 1077]
notice-body: File No. 2018319005 The following person(s) is (are) doing business as: ZION'S CREATIVE & DESIGN SERVICES, 258 ANTIGUA DR, HOLLYWOOD, CA 90028. Full name of registrant(s) is (are) JOSEPHINE HANNOSCHOCK, 2840 ANTIGUA DR, HOLLYWOOD, CA 90028. This Business is conducted by: An Individual. Signed: Josephine Hannoschock, Owner. This statement was filed with the County Clerk of Los Angeles County on 12/26/18. The registrant(s) has (have) commenced to transact business under the fictitious business name or names listed above on N/A. NOTICE- This Fictitious Name Statement expires five years from the date it was filed in the office of the County Clerk. A new Fictitious Business Name Statement must be filed prior to that date. The filing of this statement does not of itself authorize the use in this state of a Fictitious Business Name in violation of the rights of another under Federal, State, or common law (See section 14411 et seq. Business and Professions Code) Publish: ED Mountain Views News Dec 29, 2018 and Jan 5, 12, and 19, 2019: [431, 2131, 637, 2287]
notice-body: File No. 2018310961 The following person(s) has/have withdrawn as a general partner(s) from the partnership operating under the fictitious business name of: POOL LEAK SPECIALISTS, 6737 SYLMAR AVE, VAN NUYS, CA 91405. The fictitious business name referred to above was filed on 9/25/17 in the County of Los Angeles, Original File Number 2018288466. The full name and residence of the person(s) withdrawing as a partner(s): SHAHFREET KAUR, 6737 SYLMAR AVE, VAN NUYS, CA 91405. I declared that all information on this statement is true and correct. Signed: Shaunpreet Kaur, Partner Publish: EN Mountain Views News Dec 29, 2018 and Jan 5, 12, and 19, 2019: [218, 1378, 424, 1474]
notice-heading: FICTITIOUS BUSINESS NAME STATEMENT: [5, 1963, 154, 1972]
notice-body: File No. 2018-315344 The following person(s) is (are) doing business as: SUPREME MECHANICAL, 7311 ALONDRA BLVD, PARAMOUNT, CA 90721. Full name of registrant(s) is (are) SUPREME MECHANICAL, 7311 ALONDRA BLVD, PARAMOUNT, CA 90723. This Business is conducted by: A CORPORATION, Signed: LUIS MENDEZ-MORALES. This statement was filed with the County Clerk of Los Angeles County on 12/19/2018. The registrant(s) has (have) commenced to transact business under the fictitious business name or names listed above on N/A. NOTICE- This Fictitious Name Statement expires five years from the date it was filed in the office of the County Clerk. A new Fictitious Business Name Statement must be filed prior to that date. The filing of this statement does not of itself authorize the use in this state of a Fictitious Business Name in violation of the rights of another under Federal, State, or common law (See section 14411 et seq. Business and Professions Code)Publish: Mountain Views News Dates Pub: DEC 29, 2018 JAN 05, 12, 19, 2019: [5, 617, 211, 766]
notices-columns: [5, 66, 1276, 2380]
notice-body: File No. 2018315751 The following person(s) is (are) doing business as: MC SOUND WORKS, 12522 FILMORE ST #202, PACOIMA, CA 91331. Full name of registrant(s) is (are) MAURICIO SANTOS CONTRERAS, 12518 FILMORE ST #202, PACOIMA, CA 91331. This business is conducted by: An Individual. Signed: Luis Mauricio Contreras, Owner. This statement was filed with the County Clerk of Los Angeles County on 12/20/18. The registrant(s) has (have) commenced to transact business under the fictitious business name or names listed above on N/A. NOTICE- This Fictitious Name Statement expires five years from the date it was filed in the office of the County Clerk. A new Fictitious Business Name Statement must be filed prior to that date. The filing of this statement does not of itself authorize the use in this state of a Fictitious Business Name in violation of the rights of another under Federal, State, or common law (See section 14411 et seq. Business and Professions Code) Publish: ED Mountain Views News Dec 29, 2018 and Jan 5, 12, and 19, 2019: [431, 1638, 637, 1786]
notice-body: File No. 2018-316064 The following person(s) is (are) doing business as: CASCO CONCRETE CONTROL, 16749 PARKSIDE AVE, CERRITOS, CA 90703. Full name of registrant(s) is (are) ESDRAS O CASCO, 16749 PARKSIDE AVE, CERRITOS, CA 90703. This Business is conducted by: AN INDIVIDUAL, Signed: ESDRAS O CASCO. This statement was filed with the County Clerk of Los Angeles County on 12/13/2018. The registrant(s) has (have) commenced to transact business under the fictitious business name or names listed above on 04/2012. NOTICE- This Fictitious Name Statement expires five years from the date it was filed in the office of the County Clerk. A new Fictitious Business Name Statement must be filed prior to that date. The filing of this statement does not of itself authorize the use in this state of a Fictitious Business Name in violation of the rights of another under Federal, State, or common law (See section 14411 et seq. Business and Professions Code)Publish: Mountain Views News Dates Pub: DEC 29, 2018 JAN 05, 12, 19, 2019: [857, 246, 1063, 394]
notice-body: File No. 2018-308588 The following person(s) is (are) doing business as: ELLIOTT'S CHILD CARE, 18745 LA GUARDIA ST, ROWLAND HEIGHTS, CA 91748. Full name of registrant(s) is (are) LUIS LUQUE, 18745 LA GUARDIA ST, ROWLAND HEIGHTS, CA 91748; ALMA ROSA DUME, 18745 LA GUARDIA ST, ROWLAND HEIGHTS, CA 91748. This Business is conducted by: A MARRIED COUPLE, Signed: LUIS LUQUE. This statement was filed with the County Clerk of Los Angeles County on 12/12/2018. The registrant(s) has (have) commenced to transact business under the fictitious business name or names listed above on 05/2013. NOTICE- This Fictitious Name Statement expires five years from the date it was filed in the office of the County Clerk. A new Fictitious Business Name Statement must be filed prior to that date. The filing of this statement does not of itself authorize the use in this state of a Fictitious Business Name in violation of the rights of another under Federal, State, or common law (See section 14411 et seq. Business and Professions Code)Publish: Mountain Views News Dates Pub: DEC 29, 2018 JAN 05, 12, 19, 2019: [857, 1085, 1063, 1250]
column-1: [5, 66, 211, 2380]
notice-heading: FICTITIOUS BUSINESS NAME STATEMENT: [857, 234, 1006, 243]
notice-body: File No. 2018-310228 The following person(s) is (are) doing business as: CORTEZ JR'S TIRES, 4827 EAST OLYMPIC BLVD, EAST LOS ANGELES, CA 90022. Full name of registrant(s) is (are) ROSALIO CORTEZ JR, 12602 MAGNOLIA ST, EL MONTE, CA 91732. This Business is conducted by: AN INDIVIDUAL, Signed: ROSALIO CORTEZ JR. This statement was filed with the County Clerk of Los Angeles County on 12/13/2018. The registrant(s) has (have) commenced to transact business under the fictitious business name or names listed above on 07/2015. NOTICE- This Fictitious Name Statement expires five years from the date it was filed in the office of the County Clerk. A new Fictitious Business Name Statement must be filed prior to that date. The filing of this statement does not of itself authorize the use in this state of a Fictitious Business Name in violation of the rights of another under Federal, State, or common law (See section 14411 et seq. Business and Professions Code)Publish: Mountain Views News Dates Pub: DEC 29, 2018 JAN 05, 12, 19, 2019: [857, 738, 1063, 887]
notice-body: File No. 2018-306251 The following person(s) is (are) doing business as: EXCELLENCE CLEANING SERVICE, 219 ½ ELLIOTT AVE, AZUSA, CA 91702. Full name of registrant(s) is (are) GISELLE RUBI, 219 ½ ELLIOTT AVE, AZUSA, CA 91702. This Business is conducted by: AN INDIVIDUAL, Signed: GISELLE RUBI. This statement was filed with the County Clerk of Los Angeles County on 12/10/2018. The registrant(s) has (have) commenced to transact business under the fictitious business name or names listed above on N/A. NOTICE- This Fictitious Name Statement expires five years from the date it was filed in the office of the County Clerk. A new Fictitious Business Name Statement must be filed prior to that date. The filing of this statement does not of itself authorize the use in this state of a Fictitious Business Name in violation of the rights of another under Federal, State, or common law (See section 14411 et seq. Business and Professions Code)Publish: Mountain Views News Dates Pub: DEC 29, 2018 JAN 05, 12, 19, 2019: [857, 1266, 1063, 1414]
notice-body: File No. 2018-312619 The following person(s) is (are) doing business as: DUNDON USA, 456 W 14TH ST, LONG BEACH, CA 90813. Full name of registrant(s) is (are) SODI COLLABORATIVE OF CALIFORNIA, LLC, 456 W 14TH ST, LONG BEACH, CA 90813. This Business is conducted by: A LIMITED LIABILITY COMPANY, Signed: JULIA CRAMP DUEÑESKOS. This statement was filed with the County Clerk of Los Angeles County on 12/17/2018. The registrant(s) has (have) commenced to transact business under the fictitious business name or names listed above on N/A. NOTICE- This Fictitious Name Statement expires five years from the date it was filed in the office of the County Clerk. A new Fictitious Business Name Statement must be filed prior to that date. The filing of this statement does not of itself authorize the use in this state of a Fictitious Business Name in violation of the rights of another under Federal, State, or common law (See section 14411 et seq. Business and Professions Code)Publish: Mountain Views News Dates Pub: DEC 29, 2018 JAN 05, 12, 19, 2019: [218, 756, 424, 912]
notice-heading: FICTITIOUS BUSINESS NAME STATEMENT: [857, 563, 1006, 572]
notice-heading: FICTITIOUS BUSINESS NAME STATEMENT: [644, 1400, 793, 1410]
notice-body: File No. 2018-307461 The following person(s) is (are) doing business as: CONOCE MI CULTURA, 11473 VENICE BLVD APT 6, LOS ANGELES, CA 90066. Full name of registrant(s) is (are) CARLOS GARCIA CORTES, 11473 VENICE BLVD APT 6, LOS ANGELES, CA 90066. This Business is conducted by: AN INDIVIDUAL, Signed: CARLOS GARCIA CORTES. This statement was filed with the County Clerk of Los Angeles County on 12/11/2018. The registrant(s) has (have) commenced to transact business under the fictitious business name or names listed above on N/A. NOTICE- This Fictitious Name Statement expires five years from the date it was filed in the office of the County Clerk. A new Fictitious Business Name Statement must be filed prior to that date. The filing of this statement does not of itself authorize the use in this state of a Fictitious Business Name in violation of the rights of another under Federal, State, or common law (See section 14411 et seq. Business and Professions Code)Publish: Mountain Views News Dates Pub: DEC 29, 2018 JAN 05, 12, 19, 2019: [857, 575, 1063, 722]
notice-heading: FICTITIOUS BUSINESS NAME STATEMENT: [644, 1246, 793, 1255]
notice-heading: FICTITIOUS BUSINESS NAME STATEMENT: [431, 398, 580, 407]
notice-heading: FILE NO. 2018-315170 STATEMENT OF ABANDONMENT OF USE OF FICTITIOUS BUSINESS NAME: [218, 1064, 424, 1082]
notice-heading: FICTITIOUS BUSINESS NAME STATEMENT: [218, 234, 367, 243]
notice-body: The following person(s) STEVEN SELIN VASQUEZ, 14150 SHERMAN WAY #203, VAN NUYS, CA 91405-2472 has abandoned the use of the fictitious business name: AS LANDSCAPING MAINTENANCE, 14150 SHERMAN WAY #203, VAN NUYS, CA 91405-2472. The fictitious business name referred to above was filed on 06/27/2018, in the County of Los Angeles. Original File No. 2018270906. The business was conducted by: AN INDIVIDUAL. This statement was filed with the County Clerk of Los Angeles on 12/21/2018. The registrant(s) declares that all information in this statement is true and correct. (A registrant who declares as true information which he or she knows to be false, is guilty of a crime.) Signed: STEVEN SELIN VASQUEZ, OWNER Publish: Mountain Views News Dates Pub: DEC 29, 2018 JAN 05, 12, 19, 2019: [218, 937, 424, 1060]
section-title: LEGAL NOTICES: [7, 0, 524, 67]
notice-heading: FICTITIOUS BUSINESS NAME STATEMENT: [5, 278, 154, 287]
notice-heading: FICTITIOUS BUSINESS NAME STATEMENT: [431, 70, 580, 78]
notice-body: File No. 2018321552 The following person(s) is (are) doing business as: BOLDEN, 2413 ½ W 43RD ST, LOS ANGELES, CA 90020. Full name of registrant(s) is (are) CHRISTA BLUCK, 2413 ½ W 43RD ST, LOS ANGELES, CA 90020. This Business is conducted by: An Individual. Signed: Christa Bluck, Owner. This statement was filed with the County Clerk of Los Angeles County on 12/27/18. The registrant(s) has (have) commenced to transact business under the fictitious business name or names listed above on 12/2018. NOTICE- This Fictitious Name Statement expires five years from the date it was filed in the office of the County Clerk. A new Fictitious Business Name Statement must be filed prior to that date. The filing of this statement does not of itself authorize the use in this state of a Fictitious Business Name in violation of the rights of another under Federal, State, or common law (See section 14411 et seq. Business and Professions Code) Publish: ED Mountain Views News Dec 29, 2018 and Jan 5, 12 and 19, 2019: [644, 1258, 850, 1397]
notice-heading: FICTITIOUS BUSINESS NAME STATEMENT: [644, 1565, 793, 1574]
notice-heading: FICTITIOUS BUSINESS NAME STATEMENT: [644, 908, 793, 917]
notice-body: File No. 2018-314188 The following person(s) is (are) doing business as: J&AD INDUSTRIES, 2477 ELKGROVE AVE. COMMERCE, CA 90040. Full name of registrant(s) is (are) DANIEL CORTEZ, 2477 ELKGROVE AVE., COMMERCE, CA 90040. This Business is conducted by: AN INDIVIDUAL, Signed: DANIEL CORTEZ. This statement was filed with the County Clerk of Los Angeles County on 12/21/2018. The registrant(s) has (have) commenced to transact business under the fictitious business name or names listed above on N/A. NOTICE- This Fictitious Name Statement expires five years from the date it was filed in the office of the County Clerk. A new Fictitious Business Name Statement must be filed prior to that date. The filing of this statement does not of itself authorize the use in this state of a Fictitious Business Name in violation of the rights of another under Federal, State, or common law (See section 14411 et seq. Business and Professions Code)Publish: Mountain Views News Dates Pub: DEC 29, 2018 JAN 05, 12, 19, 2019: [5, 290, 211, 437]
notice-body: File No. 2018-316562 The following person(s) is (are) doing business as: SOSA MOTORSPORTS, 1111 W. CARLTON AVE, WEST COVINA, CA 91790. Full name of registrant(s) is (are) BRYAN G. PASCUAL, 1111 W. CARLTON AVE, WEST COVINA, CA 91790. This Business is conducted by: AN INDIVIDUAL, Signed: BRYAN G. PASCUAL. This statement was filed with the County Clerk of Los Angeles County on 12/20/2018. The registrant(s) has (have) commenced to transact business under the fictitious business name or names listed above on N/A. NOTICE- This Fictitious Name Statement expires five years from the date it was filed in the office of the County Clerk. A new Fictitious Business Name Statement must be filed prior to that date. The filing of this statement does not of itself authorize the use in this state of a Fictitious Business Name in violation of the rights of another under Federal, State, or common law (See section 14411 et seq. Business and Professions Code)Publish: Mountain Views News Dates Pub: DEC 29, 2018 JAN 05, 12, 19, 2019: [5, 1810, 211, 1959]
notice-body: File No. 2018-314280 The following person(s) is (are) doing business as: MIKE & EDDIE'S TRUCKING, 4249 REDBIRD DR, PICO RIVERA, CA 90660. Full name of registrant(s) is (are) HUGO LIONEL LOPEZ MORENO, 4249 REDBIRD DR, PICO RIVERA, CA 90660. This business is conducted by: AN INDIVIDUAL, Signed: HUGO LIONEL LOPEZ MORENO. This statement was filed with the County Clerk of Los Angeles County on 12/21/2018. The registrant(s) has (have) commenced to transact business under the fictitious business name or names listed above on N/A. NOTICE- This Fictitious Name Statement expires five years from the date it was filed in the office of the County Clerk. A new Fictitious Business Name Statement must be filed prior to that date. The filing of this statement does not of itself authorize the use in this state of a Fictitious Business Name in violation of the rights of another under Federal, State, or common law (See section 14411 et seq. Business and Professions Code)Publish: Mountain Views News Dates Pub: DEC 29, 2018 JAN 05, 12, 19, 2019: [5, 453, 211, 602]
notice-heading: FICTITIOUS BUSINESS NAME STATEMENT: [644, 1738, 793, 1747]
notice-body: File No. 2018315968 The following person(s) is (are) doing business as: LITTLE ANGELS OF LOVE, 19422 GAULT ST, RESEDA, CA 91335. Full name of registrant(s) is (are) HYACINTH BROWN, 19422 GAULT ST, RESEDA, CA 91335; LEROY BROWN, 19422 GAULT ST, RESEDA, CA 91335. This Business is conducted by: A General Partnership. Signed: Hyacinth Brown, General Partner. This statement was filed with the County Clerk of Los Angeles County on 12/20/18. The registrant(s) has (have) commenced to transact business under the fictitious business name or names listed above on N/A. NOTICE- This Fictitious Name Statement expires five years from the date it was filed in the office of the County Clerk. A new Fictitious Business Name Statement must be filed prior to that date. The filing of this statement does not of itself authorize the use in this state of a Fictitious Business Name in violation of the rights of another under Federal, State, or common law (See section 14411 et seq. Business and Professions Code) Publish: ED Mountain Views News Dec 29, 2018 and Jan 5, 12, and 19, 2019: [431, 1300, 637, 1458]
notice-body: File No. 2018-310575 The following person(s) is (are) doing business as: W. HALL LOGISTICS, 15502 FREIGHT, 311 FANNIN AVE, LA PUENTE, CA 91744. Full name of registrant(s) is (are) SHINEE INTERNATIONAL INC, 311 FANNIN AVE, LA PUENTE, CA 91744. This Business is conducted by: A CORPORATION, Signed: HANZHAO CAO. This statement was filed with the County Clerk of Los Angeles County on 12/14/2018. The registrant(s) has (have) commenced to transact business under the fictitious business name or names listed above on N/A. NOTICE- This Fictitious Name Statement expires five years from the date it was filed in the office of the County Clerk. A new Fictitious Business Name Statement must be filed prior to that date. The filing of this statement does not of itself authorize the use in this state of a Fictitious Business Name in violation of the rights of another under Federal, State, or common law (See section 14411 et seq. Business and Professions Code)Publish: Mountain Views News Dates Pub: DEC 29, 2018 JAN 05, 12, 19, 2019: [218, 592, 424, 739]
notice-body: File No. 2018-313015 The following person(s) is (are) doing business as: TRANSIT MOTOR INN, 849 E 7 TH STREET, LONG BEACH, CA 90813. Full name of registrant(s) is (are) TASH S. MORE, TRUSTEE, 849 E 7 TH STREET, LONG BEACH, CA 90813; SANJAY S. MORE, TRUSTEE, 849 E 7 TH STREET, LONG BEACH, CA 90813. This Business is conducted by: A TRUST, Signed: TASH S. MORE. This statement was filed with the County Clerk of Los Angeles County on 12/17/2018. The registrant(s) has (have) commenced to transact business under the fictitious business name or names listed above on N/A. NOTICE- This Fictitious Name Statement expires five years from the date it was filed in the office of the County Clerk. A new Fictitious Business Name Statement must be filed prior to that date. The filing of this statement does not of itself authorize the use in this state of a Fictitious Business Name in violation of the rights of another under Federal, State, or common law (See section 14411 et seq. Business and Professions Code)Publish: Mountain Views News Dates Pub: DEC 29, 2018 JAN 05, 12, 19, 2019: [218, 246, 424, 402]
notice-heading: FICTITIOUS BUSINESS NAME STATEMENT: [644, 407, 793, 416]
notice-body: File No. 2018-307756 The following person(s) is (are) doing business as: CIROS AUTO SALES, CIRO'S AUTO SALES, 9561 LUNDAHL DR, PICO RIVERA, CA 90660. Full name of registrant(s) is (are) MIGUEL CIRO DURAN, 9561 LUNDAHL DR, PICO RIVERA, CA 90660. This Business is conducted by: AN INDIVIDUAL, Signed: MIGUEL CIRO DURAN. This statement was filed with the County Clerk of Los Angeles County on 12/11/2018. The registrant(s) has (have) commenced to transact business under the fictitious business name or names listed above on N/A. NOTICE- This Fictitious Name Statement expires five years from the date it was filed in the office of the County Clerk. A new Fictitious Business Name Statement must be filed prior to that date. The filing of this statement does not of itself authorize the use in this state of a Fictitious Business Name in violation of the rights of another under Federal, State, or common law (See section 14411 et seq. Business and Professions Code)Publish: Mountain Views News Dates Pub: DEC 29, 2018 JAN 05, 12, 19, 2019: [857, 410, 1063, 558]
notice-body: File No. 2018318614 The following person(s) is (are) doing business as: OMAR AUTO REPAIR, 20146 SATICOY ST UNIT AI, WINNETKA, CA 91306. Full name of registrant(s) is (are) OMAR ALFREDO TARIO, 20146 SATICOY ST UNIT AI, WINNETKA, CA 91306. This Business is conducted by: An Individual. Signed: Omar Alfredo Tario, Owner. This statement was filed with the County Clerk of Los Angeles County on 12/24/18. The registrant(s) has (have) commenced to transact business under the fictitious business name or names listed above on 12/2017. NOTICE- This Fictitious Name Statement expires five years from the date it was filed in the office of the County Clerk. A new Fictitious Business Name Statement must be filed prior to that date. The filing of this statement does not of itself authorize the use in this state of a Fictitious Business Name in violation of the rights of another under Federal, State, or common law (See section 14411 et seq. Business and Professions Code) Publish: EN Mountain Views News Dec 29, 2018 and Jan 5, 12, and 19, 2019: [218, 1697, 424, 1846]
notice-heading: FICTITIOUS BUSINESS NAME STATEMENT: [431, 234, 580, 243]
